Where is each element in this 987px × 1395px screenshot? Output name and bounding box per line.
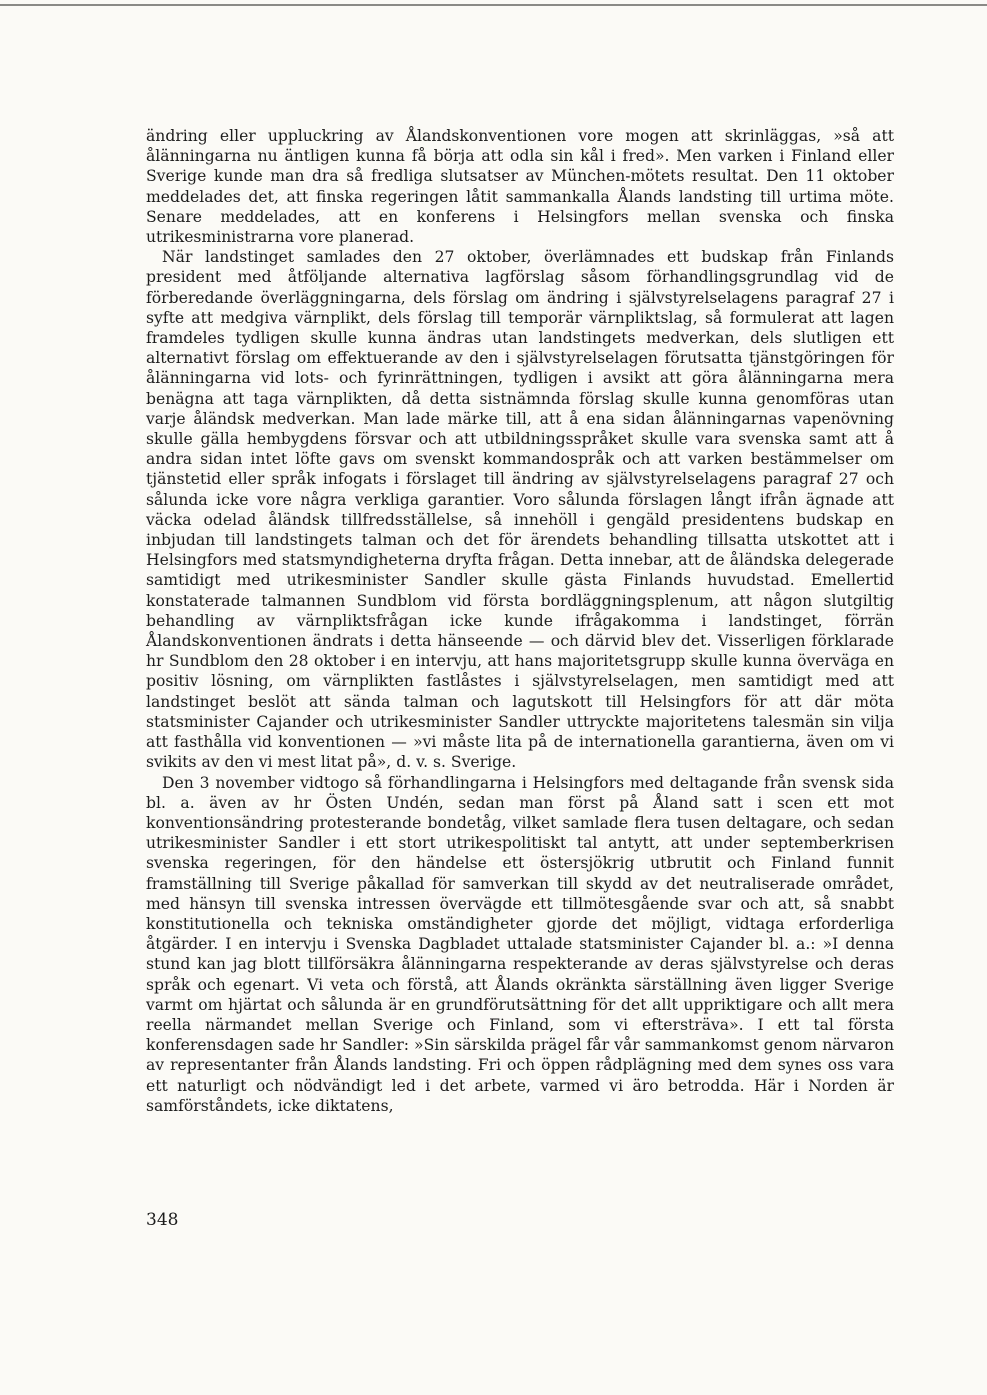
paragraph-1: ändring eller uppluckring av Ålandskonventionen vore mogen att skrinläggas, »så att ålänningarna nu äntligen kunna få börja att odla sin kål i fred». Men varken i Finland eller Sverige kunde man dra så fredliga slutsatser av München-mötets resultat. Den 11 oktober meddelades det, att finska regeringen låtit sammankalla Ålands landsting till urtima möte. Senare meddelades, att en konferens i Helsingfors mellan svenska och finska utrikesministrarna vore planerad.	[146, 127, 894, 247]
page-top-edge	[0, 4, 987, 6]
paragraph-2: När landstinget samlades den 27 oktober, överlämnades ett budskap från Finlands president med åtföljande alternativa lagförslag såsom förhandlingsgrundlag vid de förberedande överläggningarna, dels förslag om ändring i självstyrelselagens paragraf 27 i syfte att medgiva värnplikt, dels förslag till temporär värnpliktslag, så formulerat att lagen framdeles tydligen skulle kunna ändras utan landstingets medverkan, dels slutligen ett alternativt förslag om effektuerande av den i självstyrelselagen förutsatta tjänstgöringen för ålänningarna vid lots- och fyrinrättningen, tydligen i avsikt att göra ålänningarna mera benägna att taga värnplikten, då detta sistnämnda förslag skulle kunna genomföras utan varje åländsk medverkan. Man lade märke till, att å ena sidan ålänningarnas vapenövning skulle gälla hembygdens försvar och att utbildningsspråket skulle vara svenska samt att å andra sidan intet löfte gavs om svenskt kommandospråk och att varken bestämmelser om tjänstetid eller språk infogats i förslaget till ändring av självstyrelselagens paragraf 27 och sålunda icke vore några verkliga garantier. Voro sålunda förslagen långt ifrån ägnade att väcka odelad åländsk tillfredsställelse, så innehöll i gengäld presidentens budskap en inbjudan till landstingets talman och det för ärendets behandling tillsatta utskottet att i Helsingfors med statsmyndigheterna dryfta frågan. Detta innebar, att de åländska delegerade samtidigt med utrikesminister Sandler skulle gästa Finlands huvudstad. Emellertid konstaterade talmannen Sundblom vid första bordläggningsplenum, att någon slutgiltig behandling av värnpliktsfrågan icke kunde ifrågakomma i landstinget, förrän Ålandskonventionen ändrats i detta hänseende — och därvid blev det. Visserligen förklarade hr Sundblom den 28 oktober i en intervju, att hans majoritetsgrupp skulle kunna överväga en positiv lösning, om värnplikten fastlåstes i självstyrelselagen, men samtidigt med att landstinget beslöt att sända talman och lagutskott till Helsingfors för att där möta statsminister Cajander och utrikesminister Sandler uttryckte majoritetens talesmän sin vilja att fasthålla vid konventionen — »vi måste lita på de internationella garantierna, även om vi svikits av den vi mest litat på», d. v. s. Sverige.	[146, 248, 894, 772]
page-number: 348	[146, 1210, 179, 1230]
page-body	[146, 126, 894, 1116]
paragraph-3: Den 3 november vidtogo så förhandlingarna i Helsingfors med deltagande från svensk sida bl. a. även av hr Östen Undén, sedan man först på Åland satt i scen ett mot konventionsändring protesterande bondetåg, vilket samlade flera tusen deltagare, och sedan utrikesminister Sandler i ett stort utrikespolitiskt tal antytt, att under septemberkrisen svenska regeringen, för den händelse ett östersjökrig utbrutit och Finland funnit framställning till Sverige påkallad för samverkan till skydd av det neutraliserade området, med hänsyn till svenska intressen övervägde ett tillmötesgående svar och att, så snabbt konstitutionella och tekniska omständigheter gjorde det möjligt, vidtaga erforderliga åtgärder. I en intervju i Svenska Dagbladet uttalade statsminister Cajander bl. a.: »I denna stund kan jag blott tillförsäkra ålänningarna respekterande av deras självstyrelse och deras språk och egenart. Vi veta och förstå, att Ålands okränkta särställning även ligger Sverige varmt om hjärtat och sålunda är en grundförutsättning för det allt uppriktigare och allt mera reella närmandet mellan Sverige och Finland, som vi eftersträva». I ett tal första konferensdagen sade hr Sandler: »Sin särskilda prägel får vår sammankomst genom närvaron av representanter från Ålands landsting. Fri och öppen rådplägning med dem synes oss vara ett naturligt och nödvändigt led i det arbete, varmed vi äro betrodda. Här i Norden är samförståndets, icke diktatens,	[146, 773, 894, 1115]
